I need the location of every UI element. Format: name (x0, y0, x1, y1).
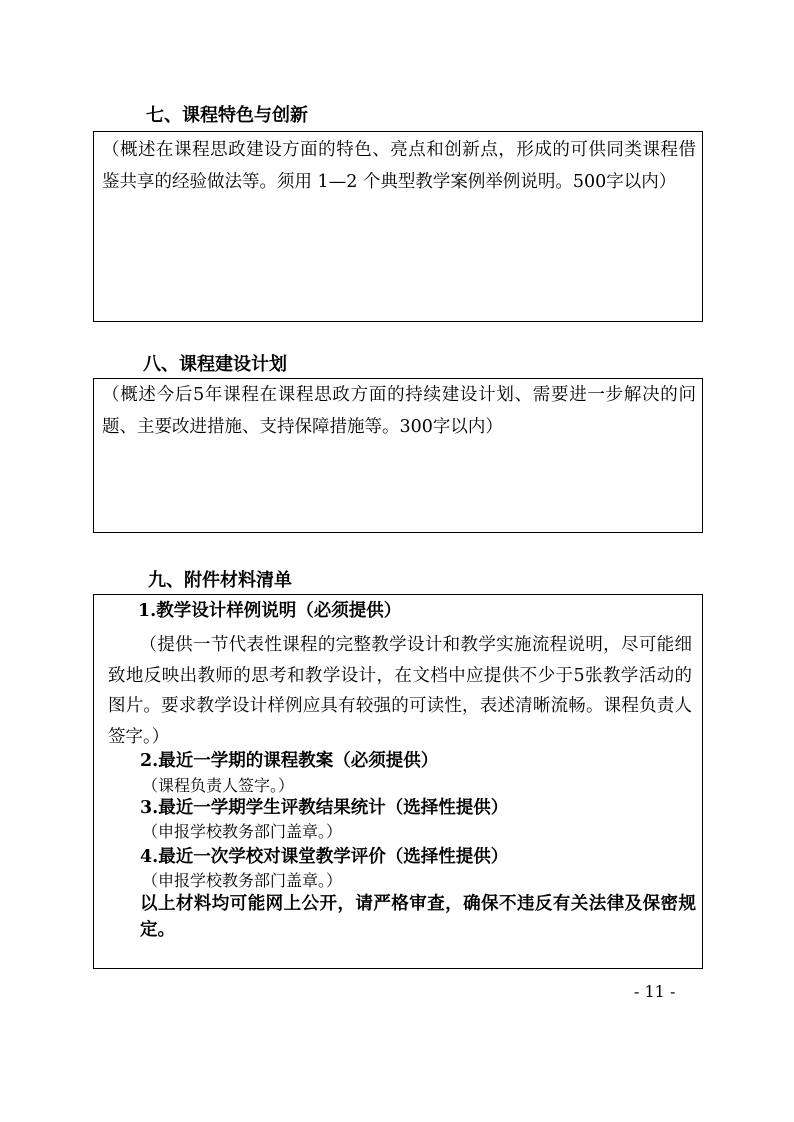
attachment-item-3-title: 3.最近一学期学生评教结果统计（选择性提供） (140, 798, 509, 818)
attachment-item-4-title: 4.最近一次学校对课堂教学评价（选择性提供） (140, 847, 509, 867)
features-input-box[interactable] (93, 131, 703, 322)
plan-input-box[interactable] (93, 378, 703, 533)
attachments-box (93, 594, 703, 969)
section-heading-plan: 八、课程建设计划 (143, 354, 287, 375)
plan-guidance-text: （概述今后5年课程在课程思政方面的持续建设计划、需要进一步解决的问题、主要改进措施、支持保障措施等。300字以内） (102, 385, 696, 437)
attachment-item-3-note: （申报学校教务部门盖章。） (142, 822, 343, 841)
attachment-item-2-note: （课程负责人签字。） (142, 776, 295, 795)
attachment-item-1-title: 1.教学设计样例说明（必须提供） (138, 601, 402, 621)
section-heading-features: 七、课程特色与创新 (146, 105, 308, 126)
page-number: - 11 - (634, 982, 676, 1001)
attachments-closing-notice: 以上材料均可能网上公开，请严格审查，确保不违反有关法律及保密规定。 (140, 894, 696, 940)
attachment-item-2-title: 2.最近一学期的课程教案（必须提供） (140, 751, 439, 771)
attachment-item-1-description: （提供一节代表性课程的完整教学设计和教学实施流程说明，尽可能细致地反映出教师的思考和教学设计，在文档中应提供不少于5张教学活动的图片。要求教学设计样例应具有较强的可读性，表述清晰流畅。课程负责人签字。） (108, 635, 692, 747)
features-guidance-text: （概述在课程思政建设方面的特色、亮点和创新点，形成的可供同类课程借鉴共享的经验做法等。须用 1—2 个典型教学案例举例说明。500字以内） (102, 140, 696, 192)
section-heading-attachments: 九、附件材料清单 (148, 570, 292, 591)
attachment-item-4-note: （申报学校教务部门盖章。） (142, 871, 343, 890)
